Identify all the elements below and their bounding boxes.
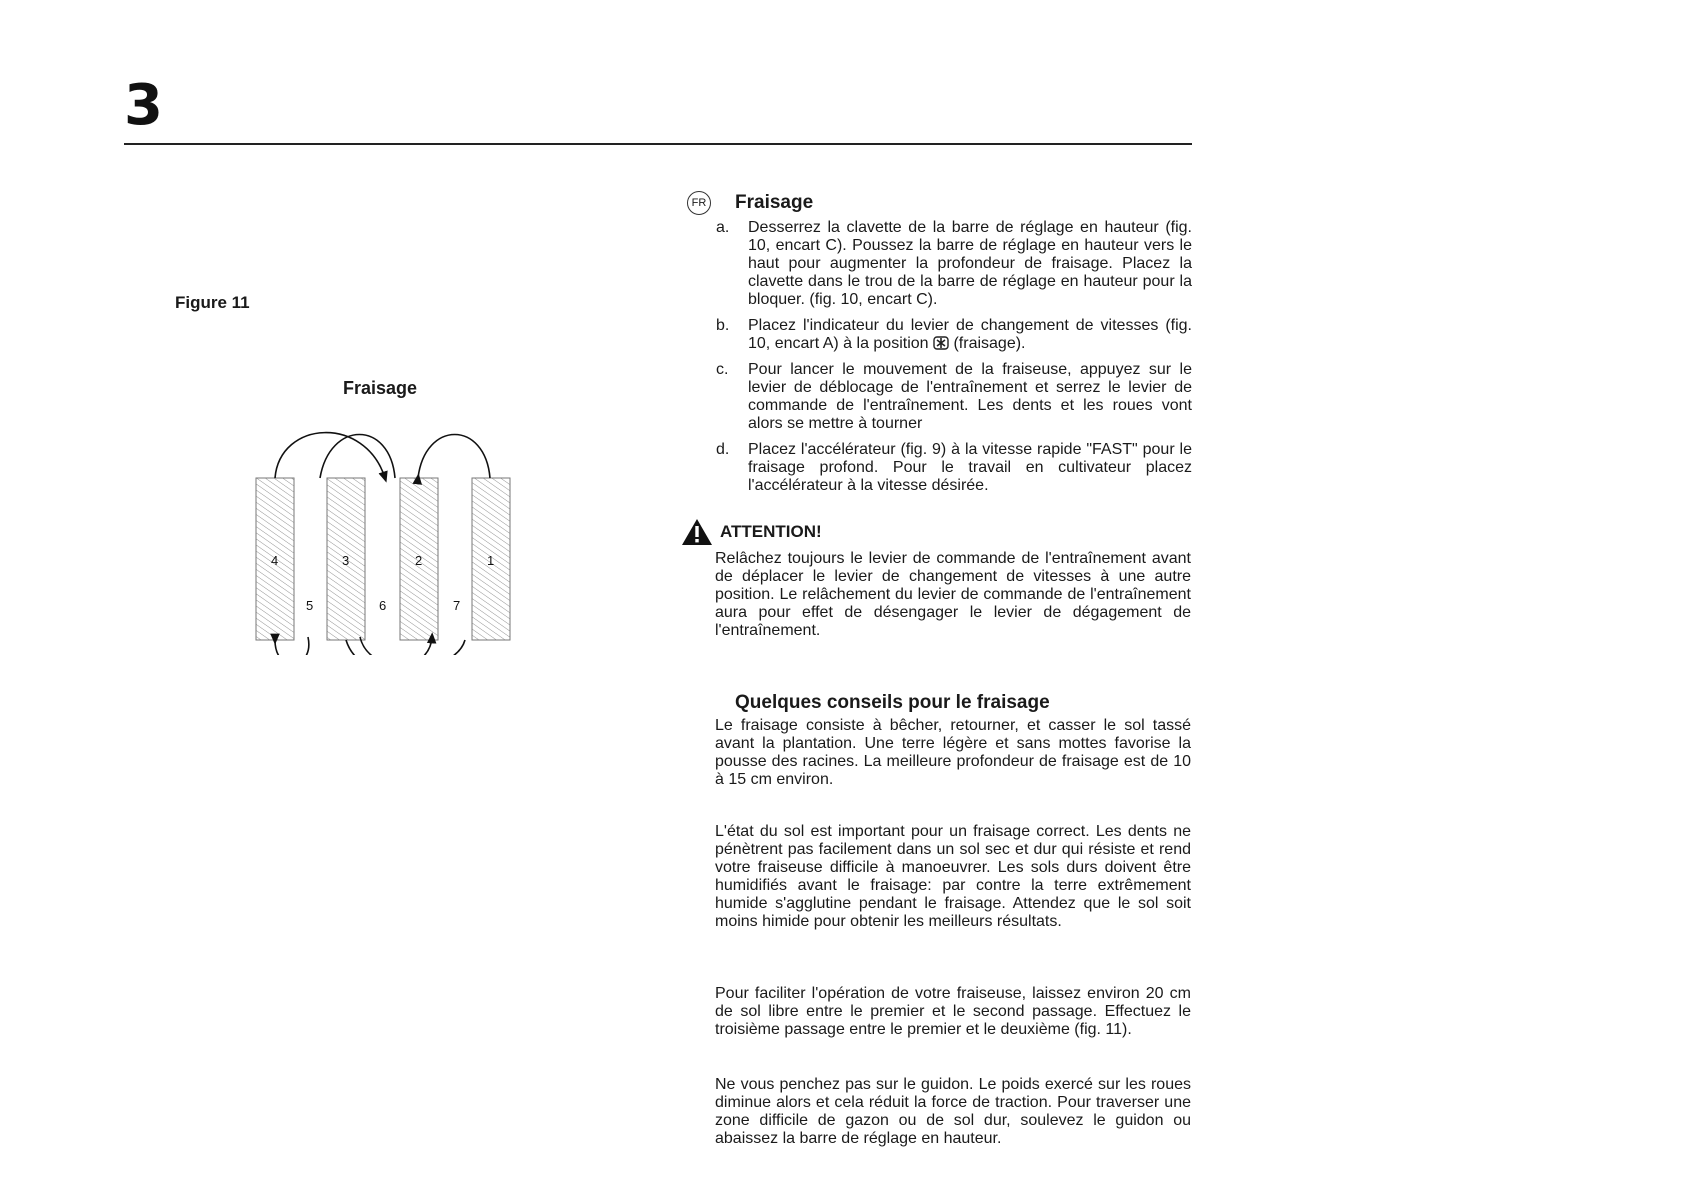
step-letter: b. <box>716 317 730 334</box>
step-text-before: Placez l'indicateur du levier de changement de vitesses (fig. 10, encart A) à la position <box>748 317 1192 352</box>
strip-number: 4 <box>271 553 279 568</box>
step-text: Placez l'accélérateur (fig. 9) à la vitesse rapide "FAST" pour le fraisage profond. Pour le travail en cultivateur placez l'accélérateur à la vitesse désirée. <box>748 441 1192 494</box>
tips-paragraph: Ne vous penchez pas sur le guidon. Le poids exercé sur les roues diminue alors et cela réduit la force de traction. Pour traverser une zone difficile de gazon ou de sol dur, soulevez le guidon ou abaissez la barre de réglage en hauteur. <box>715 1076 1191 1147</box>
list-item <box>716 441 1192 495</box>
gap-number: 5 <box>306 598 314 613</box>
strip-number: 3 <box>342 553 350 568</box>
step-text: Desserrez la clavette de la barre de réglage en hauteur (fig. 10, encart C). Poussez la barre de réglage en hauteur vers le haut pour augmenter la profondeur de fraisage. Placez la clavette dans le trou de la barre de réglage en hauteur pour la bloquer. (fig. 10, encart C). <box>748 219 1192 308</box>
steps-list <box>716 219 1192 503</box>
figure-title: Fraisage <box>342 378 418 398</box>
strip-number: 1 <box>487 553 495 568</box>
warning-title: ATTENTION! <box>720 522 822 541</box>
figure-label: Figure 11 <box>175 293 250 312</box>
tips-paragraph: Le fraisage consiste à bêcher, retourner, et casser le sol tassé avant la plantation. Une terre légère et sans mottes favorise la pousse des racines. La meilleure profondeur de fraisage est de 10 à 15 cm environ. <box>715 717 1191 788</box>
header-rule <box>124 143 1192 145</box>
step-text <box>748 317 1192 353</box>
gap-number: 7 <box>453 598 461 613</box>
tips-title: Quelques conseils pour le fraisage <box>735 692 1050 713</box>
list-item <box>716 219 1192 309</box>
warning-triangle-icon <box>681 518 713 546</box>
warning-text: Relâchez toujours le levier de commande de l'entraînement avant de déplacer le levier de changement de vitesses à une autre position. Le relâchement du levier de commande de l'entraînement aura pour effet de désengager le levier de dégagement de l'entraînement. <box>715 550 1191 639</box>
tiller-pass-diagram-icon <box>250 425 530 655</box>
language-badge: FR <box>687 191 711 215</box>
step-text-after: (fraisage). <box>953 335 1026 352</box>
step-text: Pour lancer le mouvement de la fraiseuse, appuyez sur le levier de déblocage de l'entraînement et serrez le levier de commande de l'entraînement. Les dents et les roues vont alors se mettre à tourner <box>748 361 1192 432</box>
step-letter: d. <box>716 441 730 458</box>
strip-number: 2 <box>415 553 423 568</box>
gap-number: 6 <box>379 598 387 613</box>
step-letter: a. <box>716 219 730 236</box>
list-item <box>716 361 1192 433</box>
page-number: 3 <box>124 73 163 138</box>
step-letter: c. <box>716 361 729 378</box>
list-item <box>716 317 1192 353</box>
path-arrow <box>275 433 385 478</box>
section-title: Fraisage <box>735 192 814 213</box>
tips-paragraph: L'état du sol est important pour un fraisage correct. Les dents ne pénètrent pas facilement dans un sol sec et dur qui résiste et rend votre fraiseuse difficile à manoeuvrer. Les sols durs doivent être humidifiés avant le fraisage: par contre la terre extrêmement humide s'agglutine pendant le fraisage. Attendez que le sol soit moins himide pour obtenir les meilleurs résultats. <box>715 823 1191 930</box>
tine-icon <box>933 336 949 350</box>
tips-paragraph: Pour faciliter l'opération de votre fraiseuse, laissez environ 20 cm de sol libre entre le premier et le second passage. Effectuez le troisième passage entre le premier et le deuxième (fig. 11). <box>715 985 1191 1038</box>
path-arrow <box>418 435 490 479</box>
